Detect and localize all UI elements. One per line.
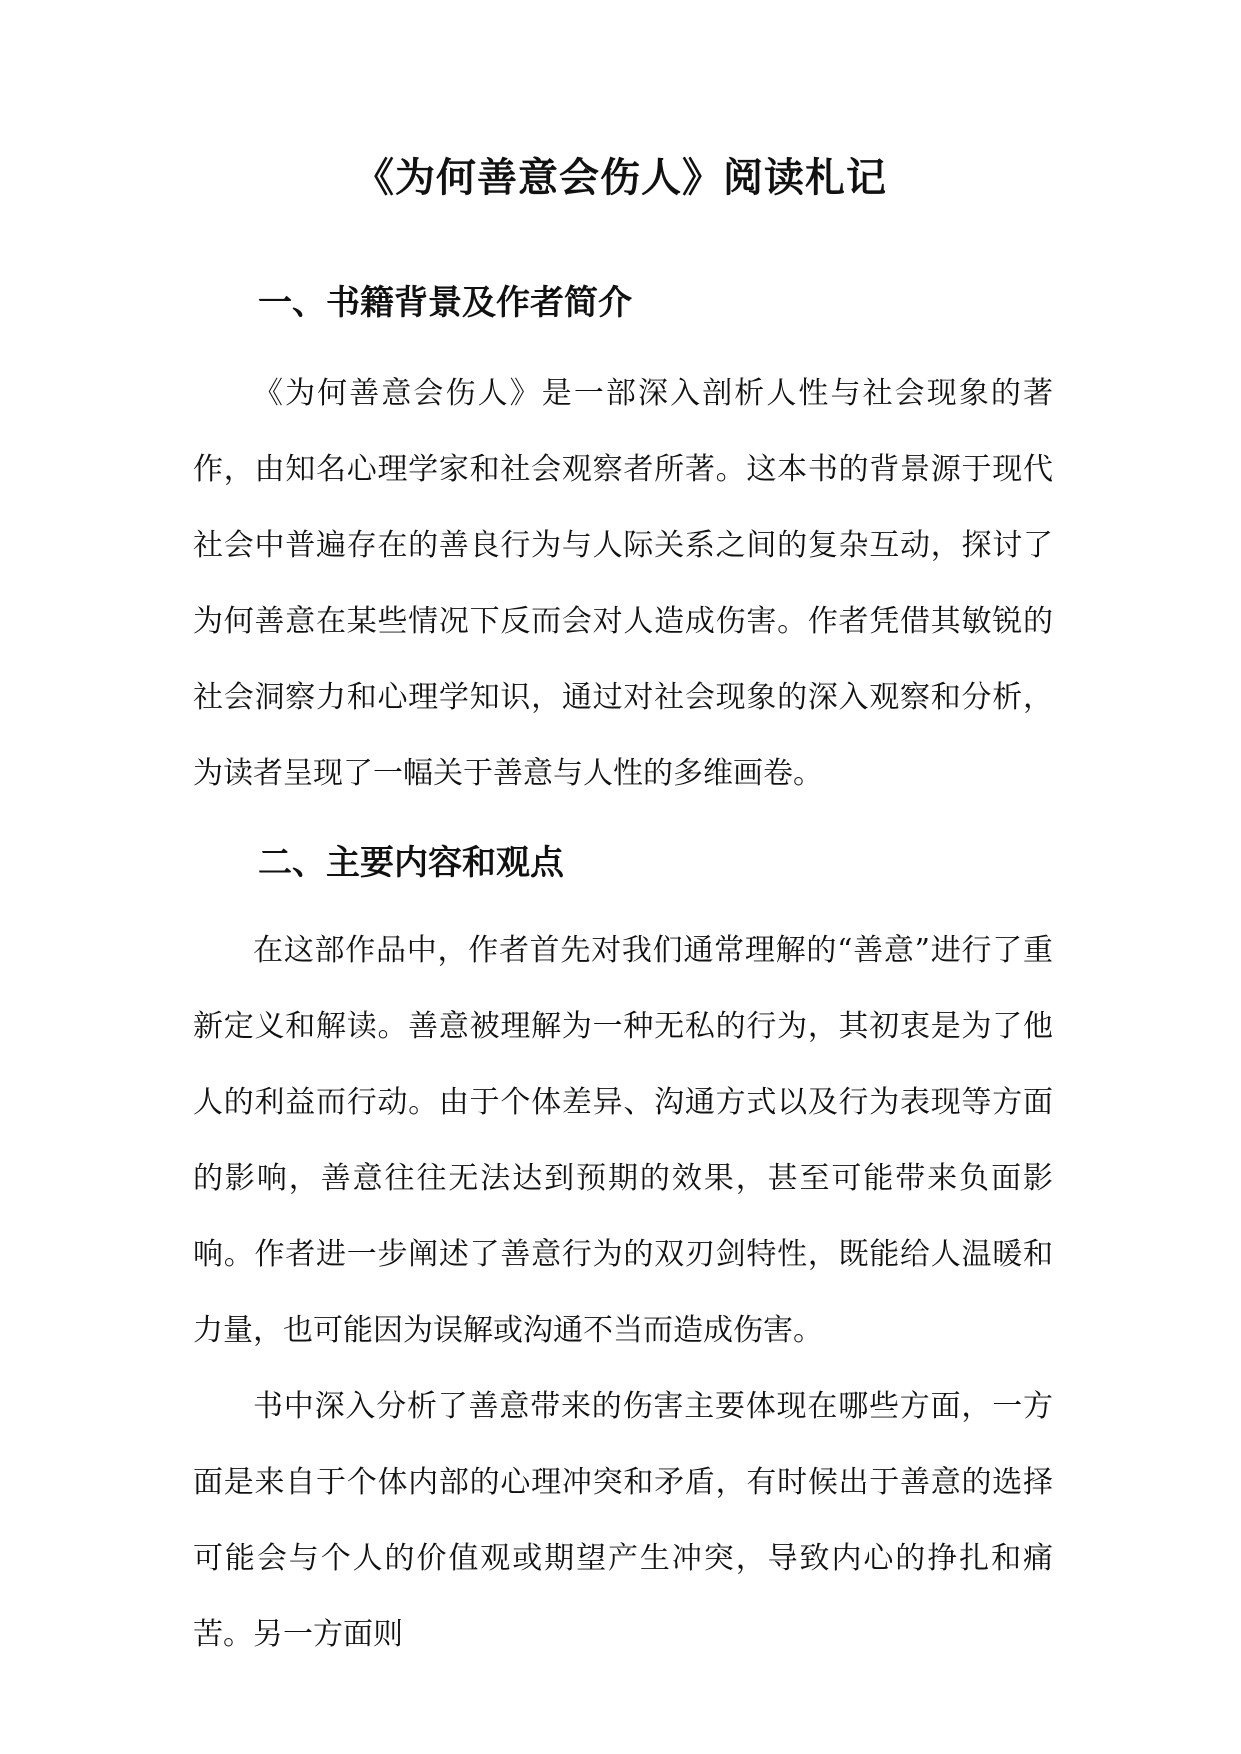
paragraph-content-2: 书中深入分析了善意带来的伤害主要体现在哪些方面，一方面是来自于个体内部的心理冲突和矛盾，有时候出于善意的选择可能会与个人的价值观或期望产生冲突，导致内心的挣扎和痛苦。另一方面则 [193,1389,1053,1652]
section-heading-content: 二、主要内容和观点 [258,843,564,883]
document-title: 《为何善意会伤人》阅读札记 [354,154,887,201]
section-heading-background: 一、书籍背景及作者简介 [258,283,632,323]
paragraph-content-1: 在这部作品中，作者首先对我们通常理解的“善意”进行了重新定义和解读。善意被理解为一种无私的行为，其初衷是为了他人的利益而行动。由于个体差异、沟通方式以及行为表现等方面的影响，善意往往无法达到预期的效果，甚至可能带来负面影响。作者进一步阐述了善意行为的双刃剑特性，既能给人温暖和力量，也可能因为误解或沟通不当而造成伤害。 [193,933,1053,1348]
paragraph-background: 《为何善意会伤人》是一部深入剖析人性与社会现象的著作，由知名心理学家和社会观察者所著。这本书的背景源于现代社会中普遍存在的善良行为与人际关系之间的复杂互动，探讨了为何善意在某些情况下反而会对人造成伤害。作者凭借其敏锐的社会洞察力和心理学知识，通过对社会现象的深入观察和分析，为读者呈现了一幅关于善意与人性的多维画卷。 [193,376,1053,791]
